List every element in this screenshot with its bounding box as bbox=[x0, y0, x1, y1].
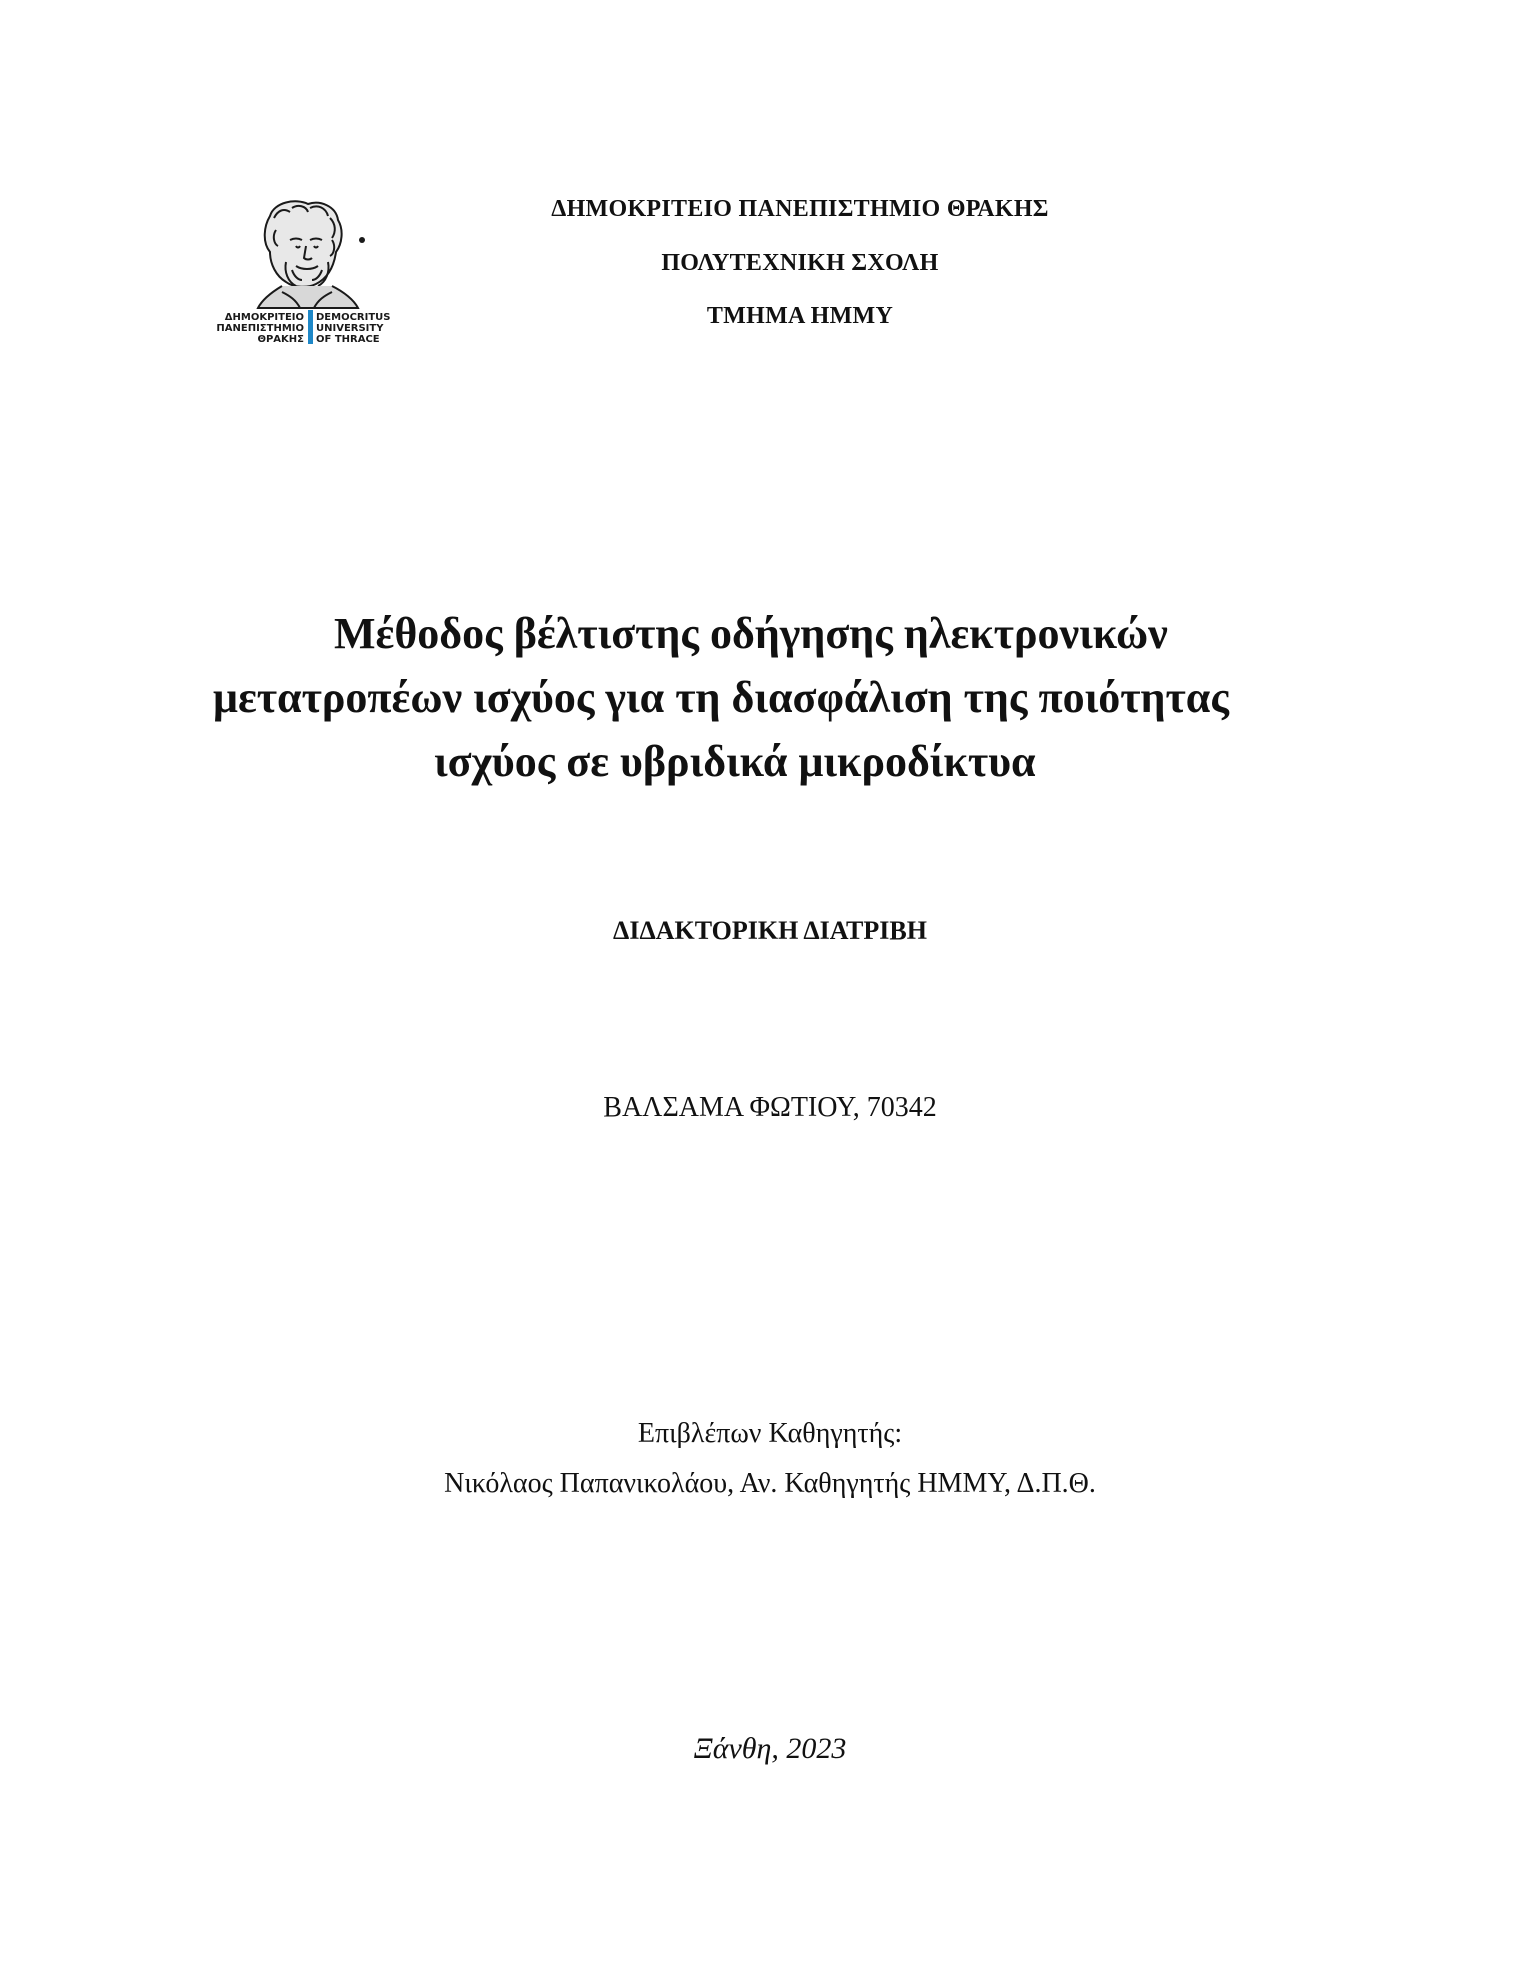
thesis-title-line-2: μετατροπέων ισχύος για τη διασφάλιση της ποιότητας bbox=[213, 673, 1229, 722]
author-name: ΒΑΛΣΑΜΑ ΦΩΤΙΟΥ, 70342 bbox=[603, 1092, 937, 1123]
document-type: ΔΙΔΑΚΤΟΡΙΚΗ ΔΙΑΤΡΙΒΗ bbox=[613, 916, 927, 945]
logo-text-greek-1: ΔΗΜΟΚΡΙΤΕΙΟ bbox=[224, 312, 304, 323]
logo-text-english-3: OF THRACE bbox=[316, 334, 380, 345]
thesis-title-line-3: ισχύος σε υβριδικά μικροδίκτυα bbox=[434, 737, 1036, 786]
logo-divider bbox=[308, 310, 313, 344]
logo-text-english-2: UNIVERSITY bbox=[316, 323, 384, 334]
logo-text-greek-3: ΘΡΑΚΗΣ bbox=[257, 334, 304, 345]
democritus-bust-icon bbox=[212, 196, 412, 346]
logo-text-english-1: DEMOCRITUS bbox=[316, 312, 391, 323]
place-date: Ξάνθη, 2023 bbox=[693, 1732, 847, 1765]
department-name: ΤΜΗΜΑ ΗΜΜΥ bbox=[706, 303, 894, 329]
school-name: ΠΟΛΥΤΕΧΝΙΚΗ ΣΧΟΛΗ bbox=[661, 250, 939, 276]
university-name: ΔΗΜΟΚΡΙΤΕΙΟ ΠΑΝΕΠΙΣΤΗΜΙΟ ΘΡΑΚΗΣ bbox=[551, 196, 1049, 222]
thesis-title-line-1: Μέθοδος βέλτιστης οδήγησης ηλεκτρονικών bbox=[334, 609, 1168, 658]
supervisor-label: Επιβλέπων Καθηγητής: bbox=[637, 1418, 903, 1449]
university-logo bbox=[212, 196, 412, 346]
supervisor-name: Νικόλαος Παπανικολάου, Αν. Καθηγητής ΗΜΜΥ, Δ.Π.Θ. bbox=[444, 1468, 1096, 1499]
logo-text-greek-2: ΠΑΝΕΠΙΣΤΗΜΙΟ bbox=[216, 323, 304, 334]
